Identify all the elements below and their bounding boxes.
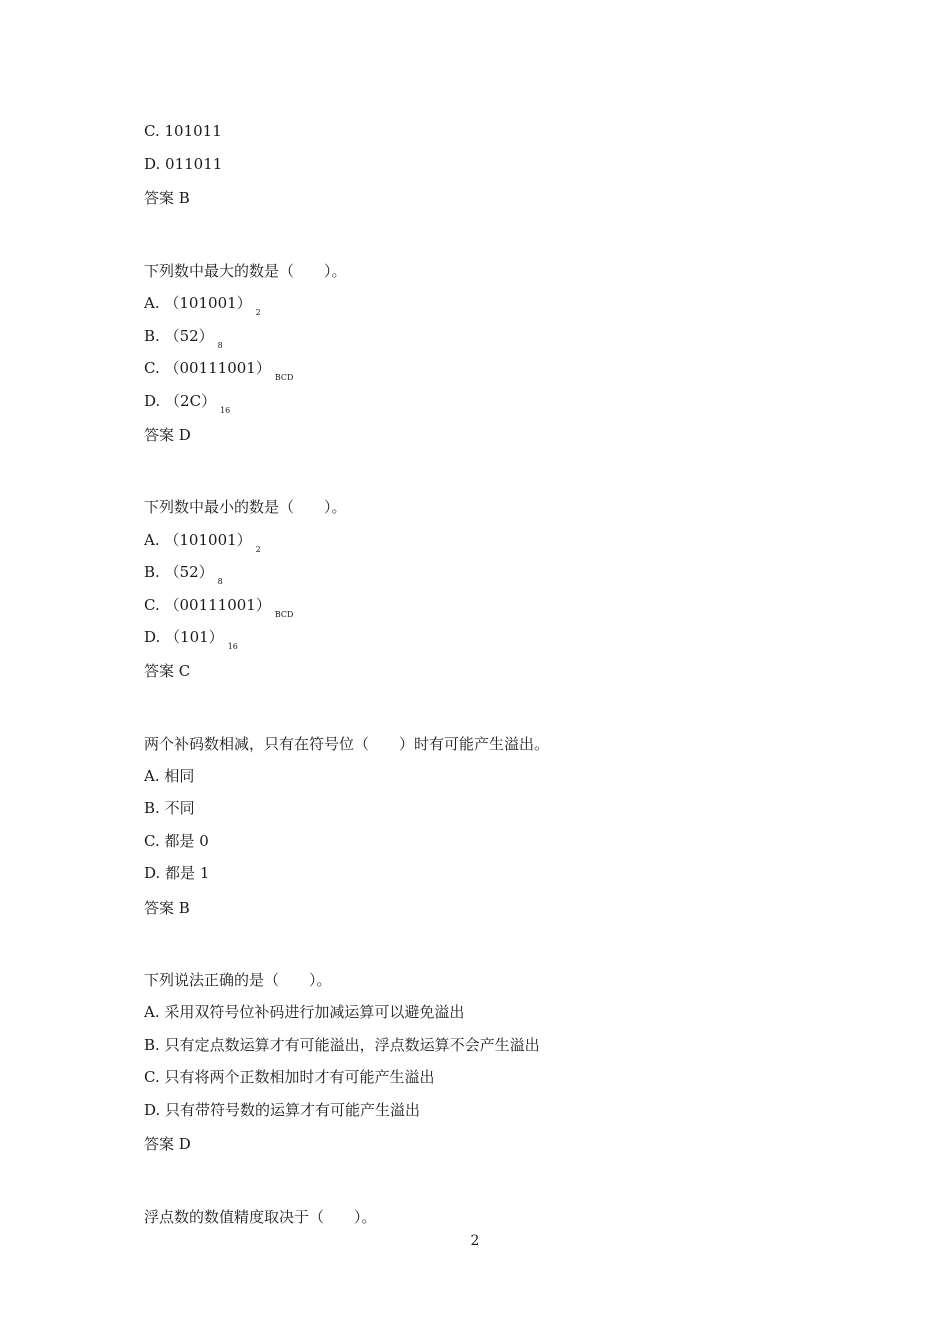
option-subscript: 16 bbox=[220, 406, 231, 415]
option-text: 不同 bbox=[164, 799, 195, 817]
option-text: 011011 bbox=[165, 155, 223, 173]
option-text: 相同 bbox=[164, 767, 195, 785]
option-letter: D. bbox=[144, 155, 161, 173]
option-letter: C. bbox=[144, 122, 160, 140]
option-subscript: BCD bbox=[274, 610, 294, 619]
option-subscript: 8 bbox=[217, 577, 223, 586]
option-text: 都是 0 bbox=[164, 832, 209, 850]
option-line bbox=[144, 326, 223, 349]
option-line bbox=[144, 1100, 420, 1120]
option-text: （52） bbox=[164, 327, 214, 345]
option-text: 只有带符号数的运算才有可能产生溢出 bbox=[165, 1101, 421, 1119]
option-line bbox=[144, 595, 293, 618]
option-subscript: 16 bbox=[227, 642, 238, 651]
option-letter: A. bbox=[144, 767, 160, 785]
option-text: （2C） bbox=[165, 392, 217, 410]
option-subscript: BCD bbox=[274, 373, 294, 382]
option-letter: C. bbox=[144, 596, 160, 614]
option-letter: C. bbox=[144, 359, 160, 377]
question-stem: 两个补码数相减，只有在符号位（ ）时有可能产生溢出。 bbox=[144, 735, 550, 753]
option-letter: C. bbox=[144, 832, 160, 850]
option-letter: C. bbox=[144, 1068, 160, 1086]
option-letter: B. bbox=[144, 1036, 160, 1054]
option-text: 采用双符号位补码进行加减运算可以避免溢出 bbox=[164, 1003, 465, 1021]
question-stem: 下列数中最大的数是（ ）。 bbox=[144, 262, 347, 280]
question-stem: 下列数中最小的数是（ ）。 bbox=[144, 498, 347, 516]
option-line bbox=[144, 798, 195, 818]
option-text: （101001） bbox=[164, 531, 252, 549]
option-letter: D. bbox=[144, 864, 161, 882]
option-letter: A. bbox=[144, 294, 160, 312]
option-line bbox=[144, 1067, 435, 1087]
option-subscript: 8 bbox=[217, 341, 223, 350]
option-text: 101011 bbox=[164, 122, 222, 140]
answer-line: 答案 D bbox=[144, 426, 191, 444]
option-text: （00111001） bbox=[164, 359, 271, 377]
option-line bbox=[144, 831, 209, 851]
option-text: 只有将两个正数相加时才有可能产生溢出 bbox=[164, 1068, 435, 1086]
option-line bbox=[144, 293, 261, 316]
answer-line: 答案 B bbox=[144, 899, 190, 917]
option-text: （52） bbox=[164, 563, 214, 581]
option-letter: D. bbox=[144, 392, 161, 410]
answer-line: 答案 C bbox=[144, 662, 191, 680]
option-line bbox=[144, 863, 209, 883]
question-stem: 浮点数的数值精度取决于（ ）。 bbox=[144, 1208, 377, 1226]
answer-line: 答案 D bbox=[144, 1135, 191, 1153]
answer-line: 答案 B bbox=[144, 189, 190, 207]
option-subscript: 2 bbox=[255, 545, 261, 554]
option-letter: B. bbox=[144, 327, 160, 345]
option-text: 都是 1 bbox=[165, 864, 210, 882]
page-number: 2 bbox=[470, 1233, 480, 1249]
option-text: 只有定点数运算才有可能溢出，浮点数运算不会产生溢出 bbox=[164, 1036, 540, 1054]
question-stem: 下列说法正确的是（ ）。 bbox=[144, 971, 332, 989]
option-line bbox=[144, 154, 222, 174]
option-line bbox=[144, 358, 293, 381]
option-line bbox=[144, 562, 223, 585]
option-text: （101） bbox=[165, 628, 224, 646]
option-letter: D. bbox=[144, 628, 161, 646]
option-line bbox=[144, 1002, 464, 1022]
option-letter: A. bbox=[144, 531, 160, 549]
option-text: （101001） bbox=[164, 294, 252, 312]
option-letter: D. bbox=[144, 1101, 161, 1119]
option-line bbox=[144, 627, 238, 650]
option-text: （00111001） bbox=[164, 596, 271, 614]
option-letter: B. bbox=[144, 563, 160, 581]
option-line bbox=[144, 1035, 540, 1055]
option-line bbox=[144, 391, 230, 414]
option-letter: A. bbox=[144, 1003, 160, 1021]
option-line bbox=[144, 121, 222, 141]
option-line bbox=[144, 530, 261, 553]
option-line bbox=[144, 766, 194, 786]
option-subscript: 2 bbox=[255, 308, 261, 317]
option-letter: B. bbox=[144, 799, 160, 817]
